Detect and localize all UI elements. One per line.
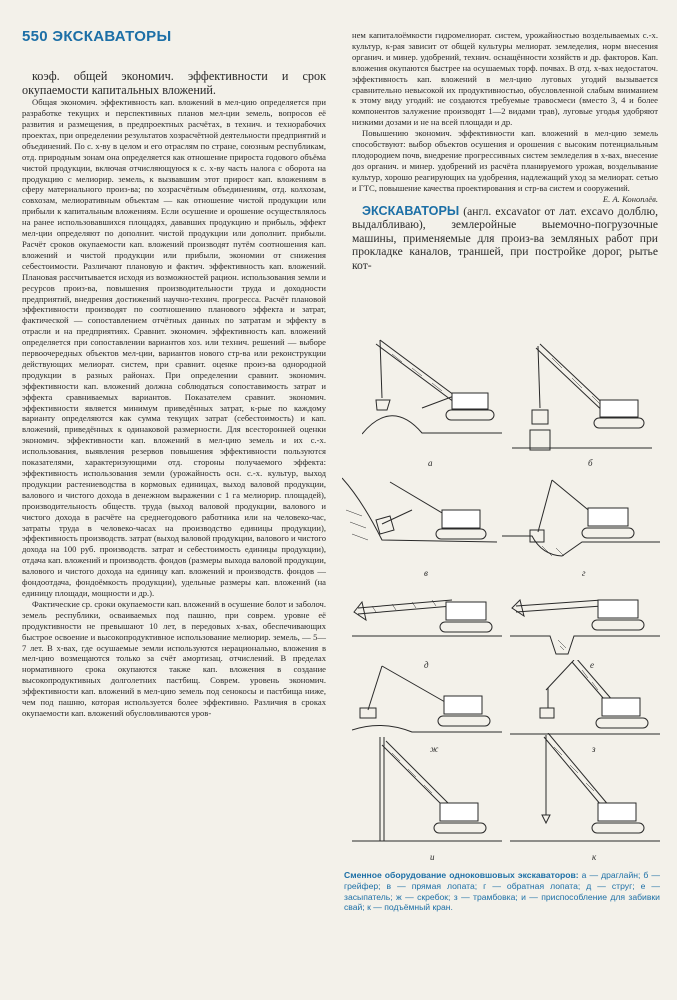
author-signature: Е. А. Коноплёв.: [602, 193, 658, 204]
excavator-figure: [342, 338, 660, 862]
right-column: [352, 30, 658, 272]
lead-text: коэф. общей экономич. эффективности и срок окупаемости капитальных вложений.: [22, 69, 326, 97]
paragraph: Общая экономич. эффективность кап. вложений в мел-цию определяется при разработке текущих и перспективных планов мел-ции земель, вопросов её развития и размещения, в предпроектных расчётах, в технич. и технорабочих проектах, при определении результатов хозрасчётной деятельности предприятий и объединений. По с. х-ву в целом и его отраслям по стране, союзным республикам, отд. природным зонам она определяется как отношение прироста годового объёма чистой продукции, включая отчисляющуюся к с. х-ву часть налога с оборота на продукцию с мелиорир. земель, к вызвавшим этот прирост кап. вложениям в сферу материального произ-ва; по хозрасчётным объединениям, отд. колхозам, совхозам, мелиоративным объектам — как отношение чистой продукции или прибыли к капитальным вложениям. Если осушение и орошение осуществлялось на ранее использовавшихся площадях, дававших продукцию и прибыль, эффект мел-ции определяют по дополнит. чистой продукции или дополнит. прибыли. Расчёт сроков окупаемости кап. вложений производят путём соотношения кап. вложений и чистой продукции или прибыли, экономии от снижения себестоимости. Различают плановую и фактич. эффективность кап. вложений. Плановая рассчитывается исходя из возможностей рацион. использования земли и ресурсов произ-ва, повышения производительности труда и доходности предприятий, внедрения достижений научно-технич. прогресса. Расчёт плановой эффективности производят по соотношению планового эффекта и затрат, фактической — сопоставлением отчётных данных по затратам и эффекту в отрасли и на предприятиях. Сравнит. экономич. эффективность кап. вложений определяется при сопоставлении вариантов хоз. или технич. решений — выборе первоочередных объектов мел-ции, вариантов нового стр-ва или реконструкции действующих мелиорат. систем, при сравнит. оценке произ-ва однородной продукции в разных районах. При определении сравнит. экономич. эффективности кап. вложений должна соблюдаться сопоставимость затрат и эффекта сравниваемых вариантов. Показателем сравнит. экономич. эффективности является минимум приведённых затрат, к-рые по каждому варианту определяются как сумма текущих затрат (себестоимость) и кап. вложений, приведённых к одинаковой размерности. Для всесторонней оценки экономич. эффективности кап. вложений в мел-цию земель и их с.-х. использования, выявления резервов повышения эффективности пользуются показателями, характеризующими отд. стороны получаемого эффекта: эффективность использования земли (урожайность осн. с.-х. культур, выход продукции растениеводства в кормовых единицах, выход валовой продукции, валового и чистого дохода в денежном выражении с 1 га мелиорир. площадей), производительность обществ. труда (выход валовой продукции, валового и чистого дохода в расчёте на среднегодового работника или на человеко-час, затраты труда в человеко-часах на производство единицы продукции), эффективность производств. затрат (выход валовой продукции, валового и чистого дохода на 100 руб. производств. затрат и себестоимость единицы продукции), отдача кап. вложений и производств. фондов (размеры выхода валовой продукции, валового и чистого дохода на единицу кап. вложений и производств. фондов — фондоотдача, фондоёмкость продукции), удельные размеры кап. вложений (на единицу площади, мощности и др.).: [22, 97, 327, 598]
headword: ЭКСКАВАТОРЫ: [362, 203, 460, 218]
panel-crane: [510, 733, 660, 853]
panel-pile-driver: [352, 733, 502, 853]
caption-title: Сменное оборудование одноковшовых экскаваторов:: [344, 870, 579, 880]
panel-grab: [512, 338, 652, 456]
paragraph: Повышению экономич. эффективности кап. вложений в мел-цию земель способствуют: выбор объектов осушения и орошения с высоким потенциальным плодородием почв, внедрение прогрессивных систем земледелия в х-вах, внесение доз органич. и минер. удобрений из расчёта планируемого урожая, возделывание культур, хорошо реагирующих на удобрения, надлежащий уход за мелиорат. сетью и ГТС, повышение качества проектирования и стр-ва систем и сооружений.: [352, 128, 658, 193]
panel-label: в: [424, 568, 428, 578]
panel-backhoe: [502, 470, 660, 565]
panel-label: к: [592, 852, 597, 862]
panel-plane: [352, 578, 502, 648]
panel-label: а: [428, 458, 433, 468]
panel-label: б: [588, 458, 593, 468]
page-number: 550: [22, 28, 48, 45]
panel-label: ж: [430, 744, 439, 754]
caption-body: а — драглайн; б — грейфер; в — прямая лопата; г — обратная лопата; д — струг; е — засыпатель; ж — скребок; з — трамбовка; и — приспособление для забивки свай; к — подъёмный кран.: [344, 870, 660, 913]
page-header: [22, 28, 171, 45]
panel-label: и: [430, 852, 435, 862]
article-text: (англ. excavator от лат. excavo долблю, выдалбливаю), землеройные выемочно-погрузочные машины, применяемые для произ-ва земляных работ при прокладке каналов, траншей, при постройке дорог, рытье кот-: [352, 204, 659, 272]
panel-label: е: [590, 660, 594, 670]
section-title: ЭКСКАВАТОРЫ: [52, 28, 172, 45]
figure-caption: [344, 870, 660, 913]
paragraph: нем капиталоёмкости гидромелиорат. систем, урожайностью возделываемых с.-х. культур, к-рая зависит от общей культуры мелиорат. земледелия, норм внесения органич. и минер. удобрений, технич. оснащённости хозяйств и др. факторов. Кап. вложения окупаются быстрее на осушаемых торф. почвах. В отд. х-вах недостаточ. эффективность кап. вложений в мел-цию луговых угодий вызывается сравнительно невысокой их продуктивностью, обусловленной слабым вниманием к этому виду угодий: не создаются требуемые травосмеси (вместо 3, 4 и более компонентов залужение производят 1—2 видами трав), луговые угодья удобряют низкими дозами и не на всей площади и др.: [352, 30, 658, 128]
paragraph: Фактические ср. сроки окупаемости кап. вложений в осушение болот и заболоч. земель республики, осваиваемых под пашню, при соврем. уровне её продуктивности не превышают 10 лет, в передовых х-вах, обеспечивающих быстрое освоение и высокопродуктивное использование мелиорир. земель, — 5—7 лет. В х-вах, где осушаемые земли используются нерационально, вложения в мел-цию возмещаются только за счёт амортизац. отчислений. В пределах нормативного срока окупаются также кап. вложения в создание высокопродуктивных долголетних пастбищ. Соврем. уровень экономич. эффективности кап. вложений в мел-цию земель под сенокосы и пастбища ниже, чем под пашню, которая используется более эффективно. Различия в сроках окупаемости кап. вложений обусловливаются уров-: [22, 598, 326, 718]
left-column: [22, 70, 326, 719]
panel-label: з: [592, 744, 596, 754]
panel-front-shovel: [342, 470, 497, 565]
panel-label: д: [424, 660, 429, 670]
article-heading: [352, 205, 658, 273]
panel-backfiller: [510, 578, 660, 658]
panel-dragline: [362, 338, 502, 438]
panel-label: г: [582, 568, 586, 578]
